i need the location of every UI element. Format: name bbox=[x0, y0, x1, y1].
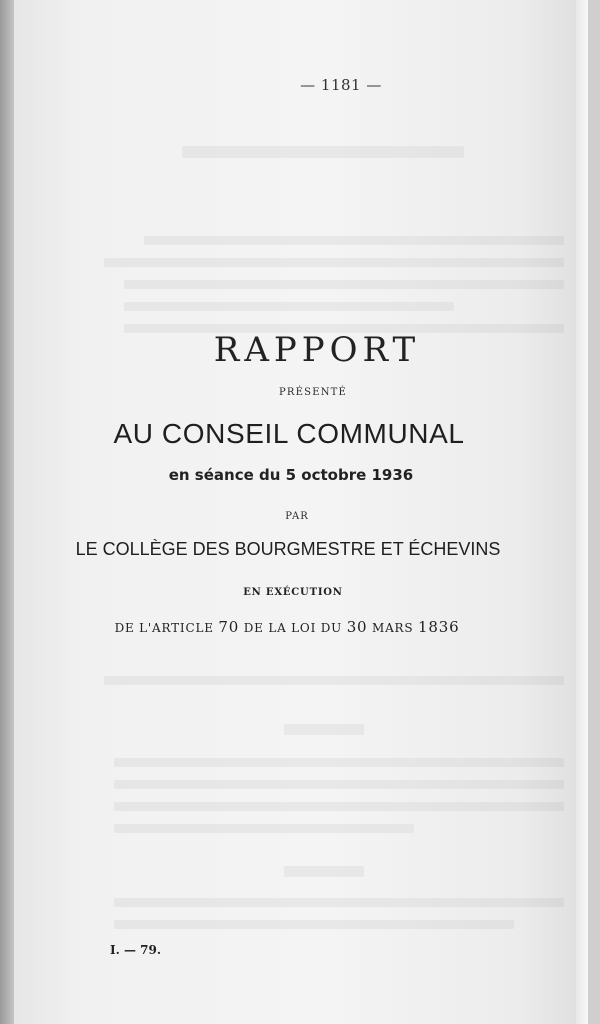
page-number: — 1181 — bbox=[300, 76, 382, 94]
document-page bbox=[14, 0, 588, 1024]
by-label: PAR bbox=[285, 511, 309, 522]
session-date: en séance du 5 octobre 1936 bbox=[168, 466, 414, 484]
bleed-through-line bbox=[124, 280, 564, 289]
binding-shadow bbox=[0, 0, 14, 1024]
bleed-through-line bbox=[114, 780, 564, 789]
bleed-through-line bbox=[104, 258, 564, 267]
bleed-through-line bbox=[114, 758, 564, 767]
bleed-through-line bbox=[124, 302, 454, 311]
bleed-through-line bbox=[284, 724, 364, 735]
article-prefix: DE L'ARTICLE bbox=[114, 621, 214, 635]
bleed-through-line bbox=[284, 866, 364, 877]
bleed-through-line bbox=[182, 146, 464, 158]
presented-label: PRÉSENTÉ bbox=[278, 387, 348, 398]
bleed-through-line bbox=[114, 802, 564, 811]
bleed-through-line bbox=[144, 236, 564, 245]
college-heading: LE COLLÈGE DES BOURGMESTRE ET ÉCHEVINS bbox=[75, 539, 501, 559]
law-month: MARS bbox=[372, 621, 414, 635]
law-year: 1836 bbox=[418, 618, 460, 636]
law-day: 30 bbox=[346, 618, 368, 636]
council-heading: AU CONSEIL COMMUNAL bbox=[113, 418, 465, 449]
bleed-through-line bbox=[114, 824, 414, 833]
article-reference bbox=[14, 618, 574, 636]
execution-label: EN EXÉCUTION bbox=[243, 587, 343, 598]
report-title: RAPPORT bbox=[213, 330, 421, 370]
bleed-through-line bbox=[114, 920, 514, 929]
bleed-through-line bbox=[114, 898, 564, 907]
law-prefix: DE LA LOI DU bbox=[243, 621, 343, 635]
printer-signature: I. — 79. bbox=[110, 943, 162, 957]
article-number: 70 bbox=[218, 618, 240, 636]
bleed-through-line bbox=[104, 676, 564, 685]
